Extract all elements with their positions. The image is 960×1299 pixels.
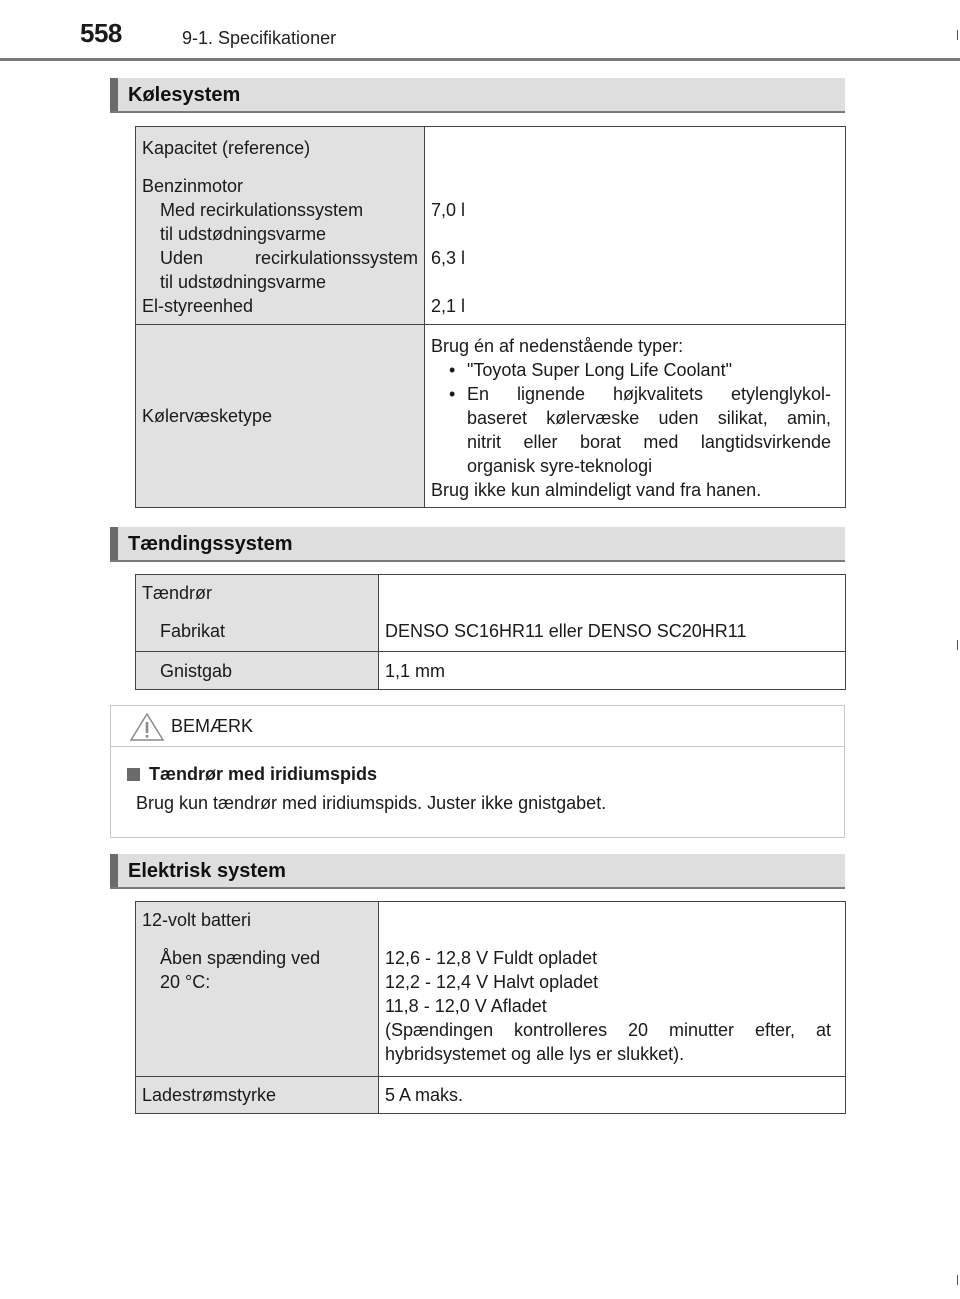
with-recirc-label: Med recirkulationssystem: [160, 200, 364, 220]
coolant-intro: Brug én af nedenstående typer:: [431, 336, 684, 356]
engine-label: Benzinmotor: [142, 176, 244, 196]
with-recirc-label-cont: til udstødningsvarme: [160, 224, 327, 244]
coolant-bullet-2-line-2: baseret kølervæske uden silikat, amin,: [467, 408, 831, 428]
spark-plug-label: Tændrør: [142, 583, 213, 603]
capacity-heading: Kapacitet (reference): [142, 138, 311, 158]
section-heading-ignition: [110, 527, 845, 562]
battery-label-cell: [136, 902, 379, 1077]
cooling-spec-table: [135, 126, 846, 508]
open-voltage-label: Åben spænding ved: [160, 948, 321, 968]
coolant-bullet-2-line-3: nitrit eller borat med langtidsvirkende: [467, 432, 831, 452]
gap-value: 1,1 mm: [385, 660, 446, 681]
voltage-full: 12,6 - 12,8 V Fuldt opladet: [385, 948, 598, 968]
capacity-without-value: 6,3 l: [431, 248, 466, 268]
notice-box: [110, 705, 845, 838]
notice-label: BEMÆRK: [171, 716, 254, 736]
warning-triangle-icon: [129, 712, 165, 742]
electrical-spec-table: [135, 901, 846, 1114]
voltage-note: (Spændingen kontrolleres 20 minutter efter, at: [385, 1020, 831, 1040]
coolant-bullet-1-text: "Toyota Super Long Life Coolant": [467, 360, 732, 380]
voltage-discharged: 11,8 - 12,0 V Afladet: [385, 996, 547, 1016]
coolant-bullet-2-line-4: organisk syre-teknologi: [467, 456, 653, 476]
section-heading-cooling: [110, 78, 845, 113]
voltage-half: 12,2 - 12,4 V Halvt opladet: [385, 972, 599, 992]
capacity-label-cell: [136, 127, 425, 325]
gap-label: Gnistgab: [160, 660, 233, 681]
charge-current-value: 5 A maks.: [385, 1085, 464, 1105]
section-accent: [110, 527, 118, 560]
section-title: Kølesystem: [128, 84, 241, 106]
capacity-el-value: 2,1 l: [431, 296, 466, 316]
table-row: [136, 325, 846, 508]
crop-mark: [957, 30, 958, 40]
table-row: [136, 127, 846, 325]
charge-current-label-cell: [136, 1077, 379, 1114]
table-row: [136, 652, 846, 690]
coolant-type-label-cell: [136, 325, 425, 508]
spark-plug-value-cell: [379, 575, 846, 652]
section-title: Tændingssystem: [128, 533, 293, 555]
coolant-bullet-2: • En lignende højkvalitets etylenglykol- baseret kølervæske uden silikat, amin, nitrit eller borat med langtidsvirkende organisk syre-teknologi: [449, 384, 831, 476]
coolant-bullet-1: • "Toyota Super Long Life Coolant": [449, 360, 732, 380]
el-unit-label: El-styreenhed: [142, 296, 254, 316]
charge-current-value-cell: [379, 1077, 846, 1114]
spark-plug-label-cell: [136, 575, 379, 652]
notice-body: Brug kun tændrør med iridiumspids. Juster ikke gnistgabet.: [136, 793, 607, 813]
battery-value-cell: [379, 902, 846, 1077]
section-accent: [110, 78, 118, 111]
coolant-type-value-cell: [425, 325, 846, 508]
capacity-value-cell: [425, 127, 846, 325]
crop-mark: [957, 1275, 958, 1285]
battery-label: 12-volt batteri: [142, 910, 252, 930]
open-voltage-label-cont: 20 °C:: [160, 972, 211, 992]
crop-mark: [957, 640, 958, 650]
notice-subheading: Tændrør med iridiumspids: [149, 764, 378, 784]
ignition-spec-table: [135, 574, 846, 690]
make-label: Fabrikat: [160, 621, 226, 641]
without-recirc-label: Uden recirkulationssystem: [160, 248, 418, 268]
header-divider: [0, 58, 960, 61]
table-row: [136, 1077, 846, 1114]
coolant-bullet-2-line-1: En lignende højkvalitets etylenglykol-: [467, 384, 831, 404]
voltage-note-cont: hybridsystemet og alle lys er slukket).: [385, 1044, 685, 1064]
square-bullet-icon: [127, 768, 140, 781]
capacity-with-value: 7,0 l: [431, 200, 466, 220]
section-accent: [110, 854, 118, 887]
notice-header: [111, 706, 844, 747]
gap-value-cell: [379, 652, 846, 690]
without-recirc-label-cont: til udstødningsvarme: [160, 272, 327, 292]
make-value: DENSO SC16HR11 eller DENSO SC20HR11: [385, 621, 747, 641]
gap-label-cell: [136, 652, 379, 690]
page-number: 558: [80, 18, 122, 48]
section-title: Elektrisk system: [128, 860, 286, 882]
table-row: [136, 575, 846, 652]
coolant-type-label: Kølervæsketype: [142, 406, 273, 426]
section-heading-electrical: [110, 854, 845, 889]
table-row: [136, 902, 846, 1077]
charge-current-label: Ladestrømstyrke: [142, 1085, 277, 1105]
coolant-outro: Brug ikke kun almindeligt vand fra hanen.: [431, 480, 762, 500]
chapter-title: 9-1. Specifikationer: [182, 28, 337, 48]
